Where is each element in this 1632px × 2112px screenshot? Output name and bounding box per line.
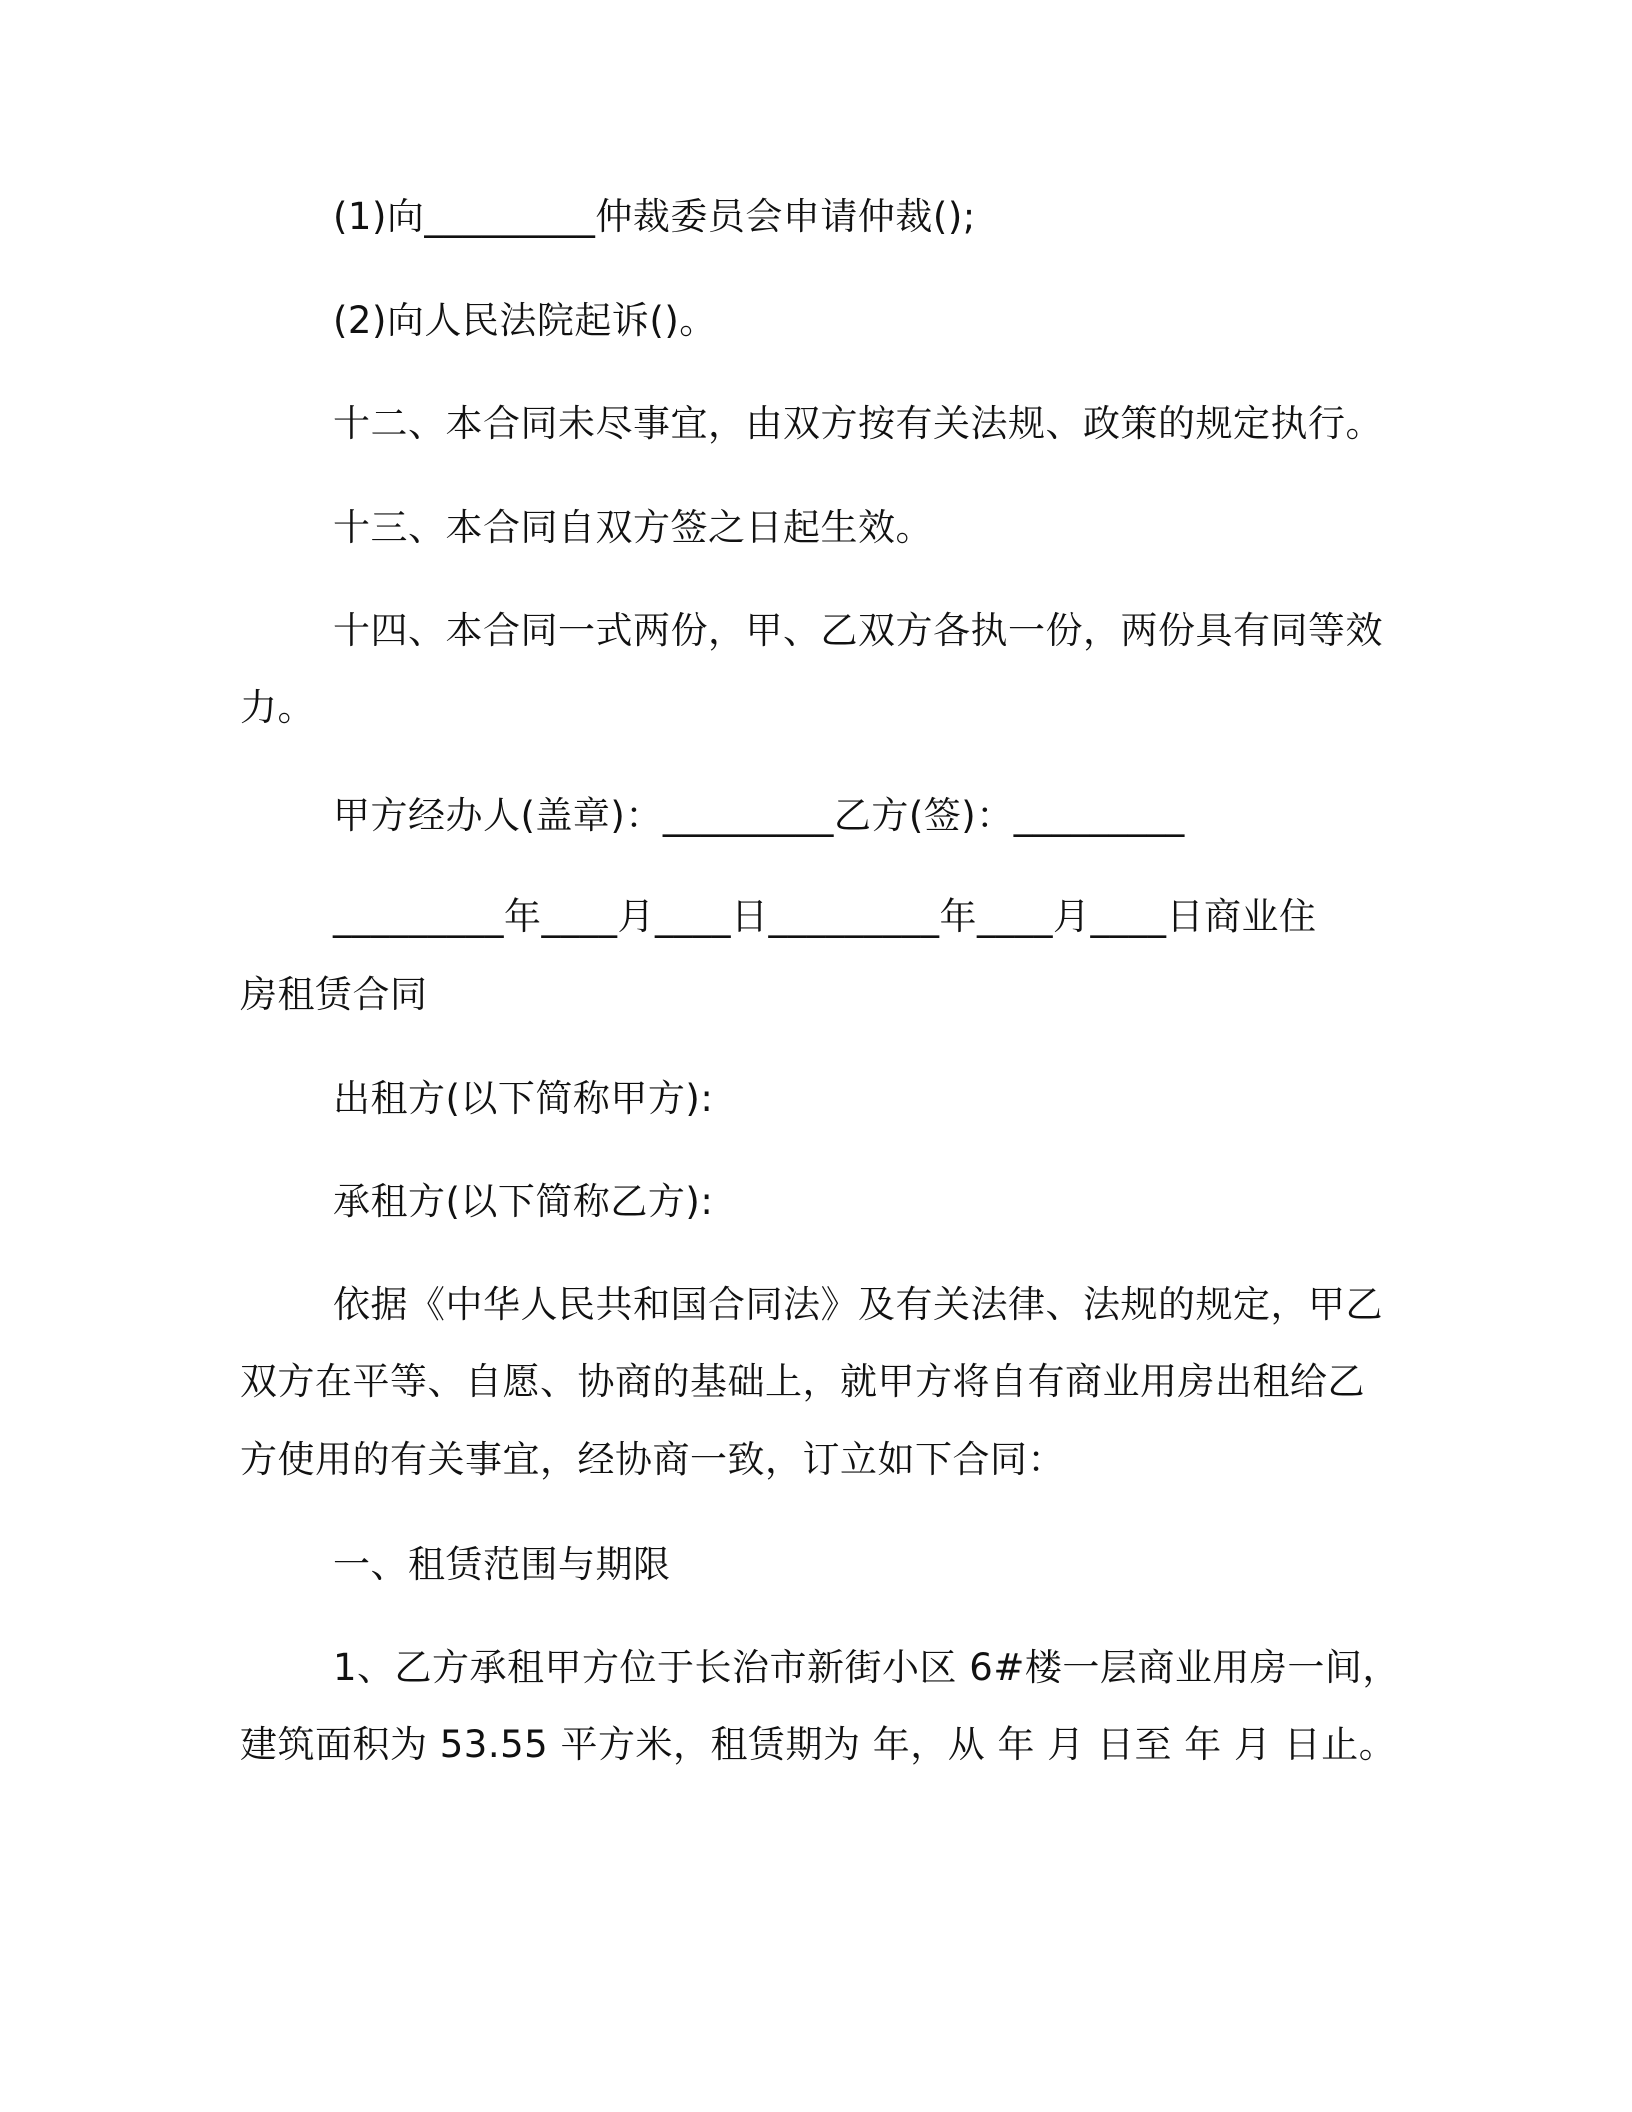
clause-13-line: 十三、本合同自双方签之日起生效。 (333, 506, 933, 549)
clause-12-line: 十二、本合同未尽事宜，由双方按有关法规、政策的规定执行。 (333, 402, 1383, 445)
preamble-line-3: 方使用的有关事宜，经协商一致，订立如下合同： (240, 1438, 1065, 1481)
arbitration-option-line: (1)向_________仲裁委员会申请仲裁(); (333, 195, 976, 238)
clause-14-line: 十四、本合同一式两份，甲、乙双方各执一份，两份具有同等效 (333, 609, 1383, 652)
lease-scope-line-2: 建筑面积为 53.55 平方米，租赁期为 年，从 年 月 日至 年 月 日止。 (240, 1723, 1397, 1766)
new-contract-title-continuation: 房租赁合同 (240, 973, 428, 1016)
lessor-line: 出租方(以下简称甲方): (333, 1077, 714, 1120)
clause-14-continuation: 力。 (240, 686, 315, 729)
date-line: _________年____月____日_________年____月____日商业住 (333, 895, 1317, 938)
preamble-line-2: 双方在平等、自愿、协商的基础上，就甲方将自有商业用房出租给乙 (240, 1360, 1365, 1403)
section-1-heading: 一、租赁范围与期限 (333, 1543, 671, 1586)
preamble-line-1: 依据《中华人民共和国合同法》及有关法律、法规的规定，甲乙 (333, 1283, 1383, 1326)
lease-scope-line-1: 1、乙方承租甲方位于长治市新街小区 6#楼一层商业用房一间， (333, 1646, 1400, 1689)
lessee-line: 承租方(以下简称乙方): (333, 1180, 714, 1223)
signature-line: 甲方经办人(盖章)：_________乙方(签)：_________ (333, 794, 1185, 837)
lawsuit-option-line: (2)向人民法院起诉()。 (333, 299, 717, 342)
